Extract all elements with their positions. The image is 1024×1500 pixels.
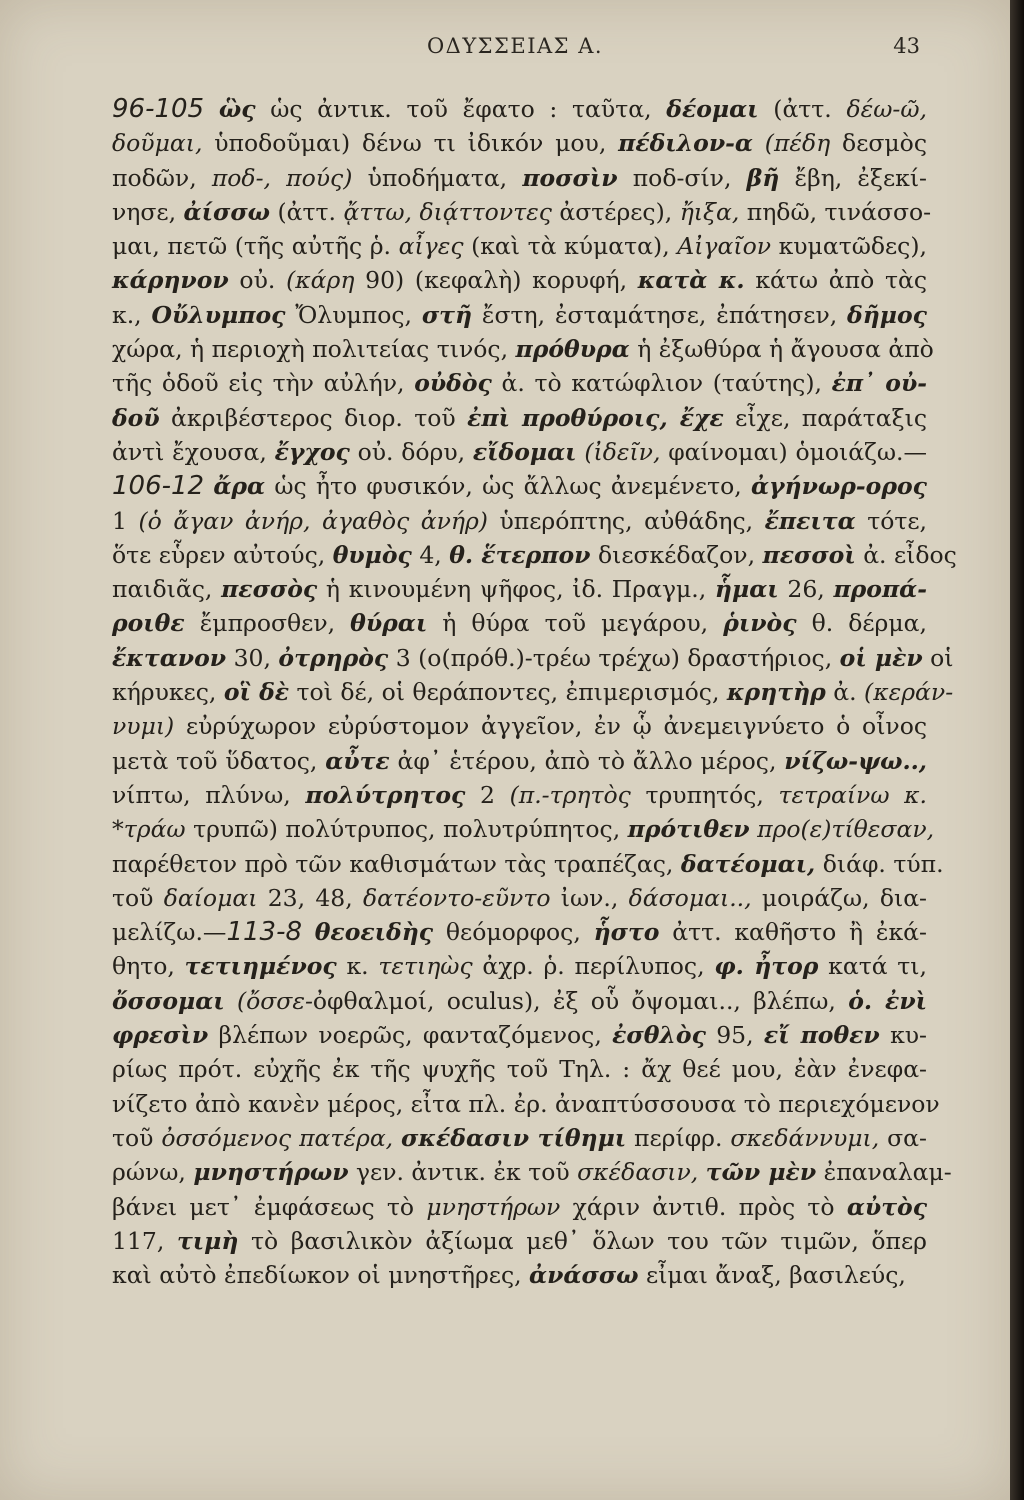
text-line: 1 (ὁ ἄγαν ἀνήρ, ἀγαθὸς ἀνήρ) ὑπερόπτης, αὐθάδης, ἔπειτα τότε,: [112, 506, 928, 535]
text-line: ποδῶν, ποδ-, πούς) ὑποδήματα, ποσσὶν ποδ-σίν, βῆ ἔβη, ἐξεκί-: [112, 163, 927, 192]
page-number: 43: [893, 34, 920, 58]
text-line: κήρυκες, οἳ δὲ τοὶ δέ, οἱ θεράποντες, ἐπιμερισμός, κρητὴρ ἀ. (κεράν-: [112, 678, 954, 707]
text-line: ρώνω, μνηστήρων γεν. ἀντικ. ἐκ τοῦ σκέδασιν, τῶν μὲν ἐπαναλαμ-: [112, 1158, 952, 1187]
text-line: βάνει μετ᾿ ἐμφάσεως τὸ μνηστήρων χάριν ἀντιθ. πρὸς τὸ αὐτὸς: [112, 1192, 928, 1221]
text-line: 117, τιμὴ τὸ βασιλικὸν ἀξίωμα μεθ᾿ ὅλων του τῶν τιμῶν, ὅπερ: [112, 1226, 927, 1255]
text-line: νησε, ἀίσσω (ἀττ. ᾄττω, διᾴττοντες ἀστέρες), ἤιξα, πηδῶ, τινάσσο-: [112, 197, 932, 226]
commentary-text: [112, 92, 957, 1292]
text-line: ὅτε εὗρεν αὐτούς, θυμὸς 4, θ. ἕτερπον διεσκέδαζον, πεσσοὶ ἀ. εἶδος: [112, 540, 957, 569]
text-line: μαι, πετῶ (τῆς αὐτῆς ῥ. αἶγες (καὶ τὰ κύματα), Αἰγαῖον κυματῶδες),: [112, 232, 927, 261]
text-line: *τράω τρυπῶ) πολύτρυπος, πολυτρύπητος, πρότιθεν προ(ε)τίθεσαν,: [112, 815, 935, 844]
running-header: [110, 34, 920, 64]
text-line: νίζετο ἀπὸ κανὲν μέρος, εἶτα πλ. ἐρ. ἀναπτύσσουσα τὸ περιεχόμενον: [112, 1089, 940, 1118]
text-line: ρίως πρότ. εὐχῆς ἐκ τῆς ψυχῆς τοῦ Τηλ. : ἄχ θεέ μου, ἐὰν ἐνεφα-: [112, 1055, 927, 1084]
text-line: δοῦ ἀκριβέστερος διορ. τοῦ ἐπὶ προθύροις, ἔχε εἶχε, παράταξις: [112, 403, 927, 432]
text-line: καὶ αὐτὸ ἐπεδίωκον οἱ μνηστῆρες, ἀνάσσω εἶμαι ἄναξ, βασιλεύς,: [112, 1261, 906, 1290]
text-line: 106-12 ἄρα ὡς ἦτο φυσικόν, ὡς ἄλλως ἀνεμένετο, ἀγήνωρ-ορος: [112, 471, 927, 502]
book-edge: [1010, 0, 1024, 1500]
text-line: παιδιᾶς, πεσσὸς ἡ κινουμένη ψῆφος, ἰδ. Πραγμ., ἧμαι 26, προπά-: [112, 575, 927, 604]
text-line: ροιθε ἔμπροσθεν, θύραι ἡ θύρα τοῦ μεγάρου, ῥινὸς θ. δέρμα,: [112, 609, 927, 638]
text-line: κ., Οὔλυμπος Ὄλυμπος, στῆ ἔστη, ἐσταμάτησε, ἐπάτησεν, δῆμος: [112, 300, 927, 329]
text-line: τῆς ὁδοῦ εἰς τὴν αὐλήν, οὐδὸς ἀ. τὸ κατώφλιον (ταύτης), ἐπ᾿ οὐ-: [112, 369, 928, 398]
text-line: 96-105 ὣς ὡς ἀντικ. τοῦ ἔφατο : ταῦτα, δέομαι (ἀττ. δέω-ῶ,: [112, 94, 927, 124]
text-line: τοῦ δαίομαι 23, 48, δατέοντο-εῦντο ἰων., δάσομαι.., μοιράζω, δια-: [112, 883, 928, 912]
text-line: ἔκτανον 30, ὀτρηρὸς 3 (ο(πρόθ.)-τρέω τρέχω) δραστήριος, οἱ μὲν οἱ: [112, 643, 954, 672]
text-line: δοῦμαι, ὑποδοῦμαι) δένω τι ἰδικόν μου, πέδιλον-α (πέδη δεσμὸς: [112, 129, 927, 158]
header-title: ΟΔΥΣΣΕΙΑΣ Α.: [426, 34, 604, 58]
text-line: θητο, τετιημένος κ. τετιηὼς ἀχρ. ῥ. περίλυπος, φ. ἦτορ κατά τι,: [112, 952, 927, 981]
text-line: ὄσσομαι (ὄσσε-ὀφθαλμοί, oculus), ἐξ οὗ ὄψομαι.., βλέπω, ὁ. ἐνὶ: [112, 986, 927, 1015]
text-line: φρεσὶν βλέπων νοερῶς, φανταζόμενος, ἐσθλὸς 95, εἴ ποθεν κυ-: [112, 1021, 927, 1050]
text-line: ἀντὶ ἔχουσα, ἔγχος οὐ. δόρυ, εἴδομαι (ἰδεῖν, φαίνομαι) ὁμοιάζω.—: [112, 437, 927, 466]
text-line: παρέθετον πρὸ τῶν καθισμάτων τὰς τραπέζας, δατέομαι, διάφ. τύπ.: [112, 849, 944, 878]
text-line: χώρα, ἡ περιοχὴ πολιτείας τινός, πρόθυρα ἡ ἐξωθύρα ἡ ἄγουσα ἀπὸ: [112, 335, 934, 364]
text-line: νίπτω, πλύνω, πολύτρητος 2 (π.-τρητὸς τρυπητός, τετραίνω κ.: [112, 780, 927, 809]
text-line: μελίζω.—113-8 θεοειδὴς θεόμορφος, ἧστο ἀττ. καθῆστο ἢ ἐκά-: [112, 917, 927, 948]
text-line: μετὰ τοῦ ὕδατος, αὖτε ἀφ᾿ ἑτέρου, ἀπὸ τὸ ἄλλο μέρος, νίζω-ψω..,: [112, 746, 927, 775]
text-line: τοῦ ὀσσόμενος πατέρα, σκέδασιν τίθημι περίφρ. σκεδάννυμι, σα-: [112, 1123, 927, 1152]
text-line: κάρηνον οὐ. (κάρη 90) (κεφαλὴ) κορυφή, κατὰ κ. κάτω ἀπὸ τὰς: [112, 266, 927, 295]
text-line: νυμι) εὐρύχωρον εὐρύστομον ἀγγεῖον, ἐν ᾧ ἀνεμειγνύετο ὁ οἶνος: [112, 712, 927, 741]
